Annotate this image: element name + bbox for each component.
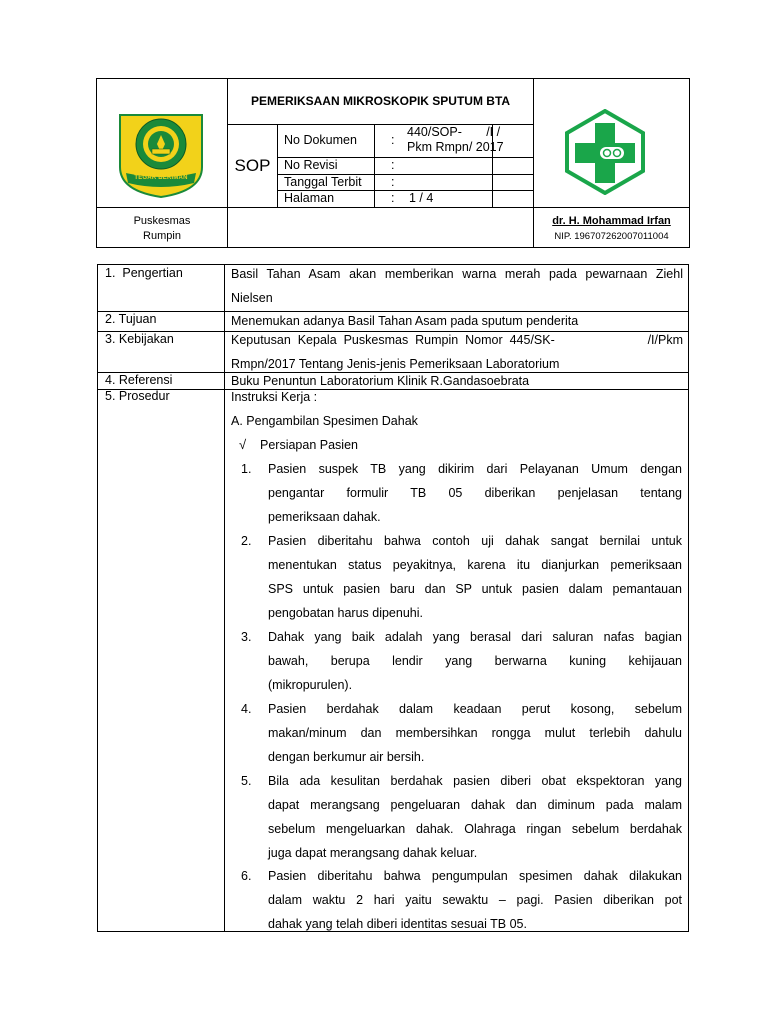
kebijakan-line-2: Rmpn/2017 Tentang Jenis-jenis Pemeriksaan Laboratorium [231,357,560,371]
field-label-tanggal-terbit: Tanggal Terbit [284,175,362,189]
step-number: 5. [241,774,252,788]
step-text [268,625,682,697]
field-value-halaman: 1 / 4 [409,191,434,205]
step-text [268,457,682,529]
org-line1: Puskesmas [133,215,191,227]
list-item [241,769,682,865]
kebijakan-line-1b: /I/Pkm [647,333,683,347]
pengertian-line-1: Basil Tahan Asam akan memberikan warna merah pada pewarnaan Ziehl [231,267,683,281]
field-label-halaman: Halaman [284,191,335,205]
step-number: 2. [241,534,252,548]
step-text [268,769,682,865]
field-sep: : [391,175,395,189]
field-sep: : [391,191,395,205]
no-dokumen-line2: Pkm Rmpn/ 2017 [407,140,504,154]
label-referensi: 4. Referensi [105,373,173,387]
prosedur-section: A. Pengambilan Spesimen Dahak [231,414,418,428]
step-line: bawah, berupa lendir yang berwarna kuning kehijauan [268,654,682,668]
left-logo-motto: TEGAR BERIMAN [134,175,188,181]
step-line: Bila ada kesulitan berdahak pasien diberi obat ekspektoran yang [268,774,682,788]
label-prosedur: 5. Prosedur [105,389,170,403]
text-pengertian [231,262,683,310]
signer-name: dr. H. Mohammad Irfan [552,215,671,227]
step-line: sebelum mengeluarkan dahak. Olahraga ringan sebelum berdahak [268,822,682,836]
pengertian-line-2: Nielsen [231,291,273,305]
kebijakan-line-1a: Keputusan Kepala Puskesmas Rumpin Nomor 445/SK- [231,333,555,347]
step-number: 3. [241,630,252,644]
step-line: pemeriksaan dahak. [268,510,381,524]
signer-nip: NIP. 196707262007011004 [554,231,669,242]
step-line: pengantar formulir TB 05 diberikan penjelasan tentang [268,486,682,500]
text-tujuan: Menemukan adanya Basil Tahan Asam pada sputum penderita [231,314,579,328]
list-item [241,864,682,936]
check-mark-icon: √ [239,437,247,452]
step-number: 6. [241,869,252,883]
kabupaten-logo-icon [116,111,206,199]
prosedur-intro: Instruksi Kerja : [231,390,318,404]
label-pengertian: 1. Pengertian [105,266,183,280]
field-label-no-revisi: No Revisi [284,158,338,172]
no-dokumen-line1: 440/SOP- /I / [407,125,501,139]
field-label-no-dokumen: No Dokumen [284,133,357,147]
step-line: dahak yang telah diberi identitas sesuai TB 05. [268,917,527,931]
puskesmas-logo-icon [563,109,647,195]
step-line: (mikropurulen). [268,678,353,692]
step-line: Pasien diberitahu bahwa contoh uji dahak sangat bernilai untuk [268,534,682,548]
step-line: dalam waktu 2 hari yaitu sewaktu – pagi. Pasien diberikan pot [268,893,682,907]
step-line: makan/minum dan membersihkan rongga mulut terlebih dahulu [268,726,682,740]
step-line: dapat merangsang pengeluaran dahak dan diminum pada malam [268,798,682,812]
step-line: Pasien suspek TB yang dikirim dari Pelayanan Umum dengan [268,462,682,476]
step-number: 4. [241,702,252,716]
label-kebijakan: 3. Kebijakan [105,332,174,346]
org-line2: Rumpin [143,230,181,242]
prosedur-sub: Persiapan Pasien [260,438,358,452]
step-text [268,529,682,625]
label-tujuan: 2. Tujuan [105,312,157,326]
step-number: 1. [241,462,252,476]
step-line: Dahak yang baik adalah yang berasal dari saluran nafas bagian [268,630,682,644]
sop-label: SOP [234,156,271,175]
step-text [268,864,682,936]
step-line: pengobatan harus dipenuhi. [268,606,423,620]
list-item [241,457,682,529]
step-line: juga dapat merangsang dahak keluar. [268,846,478,860]
field-value-no-dokumen [407,125,504,155]
org-name [97,214,227,244]
field-sep: : [391,158,395,172]
sop-header-table [96,78,690,248]
document-title: PEMERIKSAAN MIKROSKOPIK SPUTUM BTA [250,94,511,108]
step-line: menentukan status peyakitnya, karena itu dianjurkan pemeriksaan [268,558,682,572]
step-line: Pasien diberitahu bahwa pengumpulan spesimen dahak dilakukan [268,869,682,883]
step-line: SPS untuk pasien baru dan SP untuk pasien dalam pemantauan [268,582,682,596]
sop-content-table [97,264,689,932]
step-line: dengan berkumur air bersih. [268,750,425,764]
list-item [241,625,682,697]
text-referensi: Buku Penuntun Laboratorium Klinik R.Gandasoebrata [231,374,530,388]
step-text [268,697,682,769]
step-line: Pasien berdahak dalam keadaan perut kosong, sebelum [268,702,682,716]
field-sep: : [391,133,395,147]
list-item [241,697,682,769]
list-item [241,529,682,625]
